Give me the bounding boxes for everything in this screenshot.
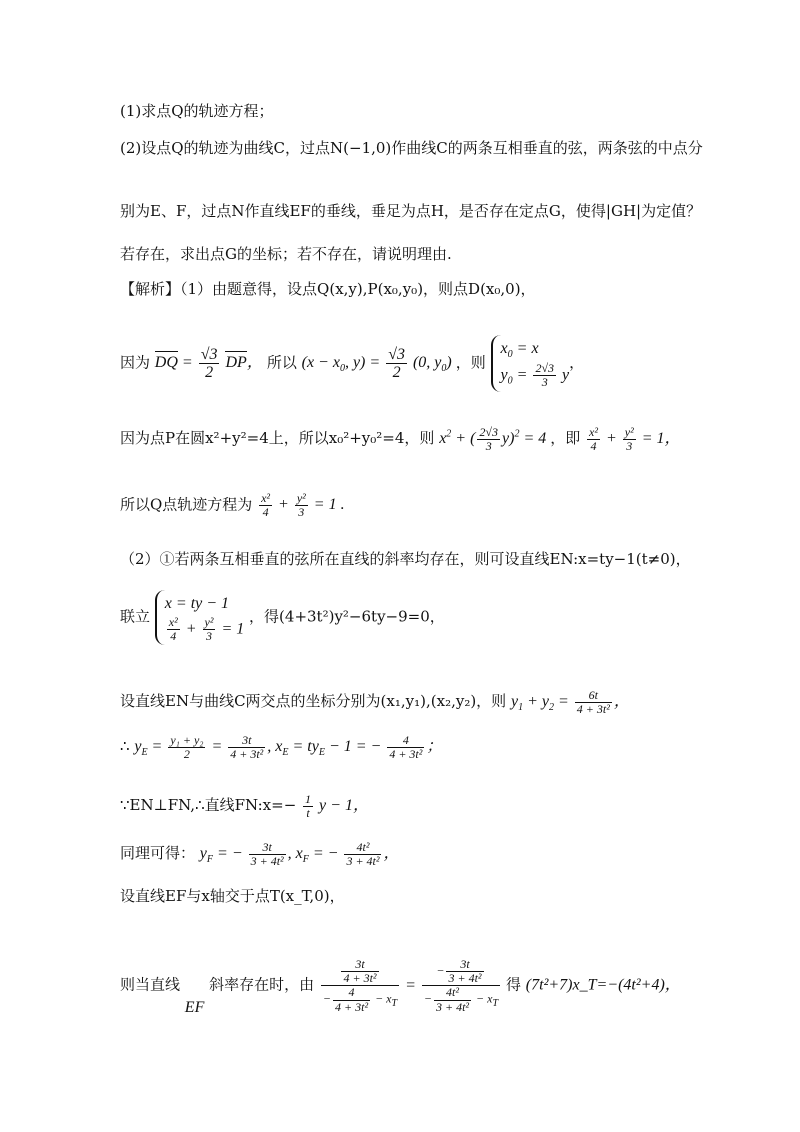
line-text: ∴	[120, 737, 130, 755]
line-text: (1)求点Q的轨迹方程；	[120, 102, 274, 120]
line-text: 得	[506, 975, 522, 994]
line-text: 别为E、F，过点N作直线EF的垂线，垂足为点H，是否存在定点G，使得|GH|为定值？	[120, 202, 702, 220]
solution-header	[120, 278, 536, 299]
solution-step-circle	[120, 425, 681, 453]
solution-line-fn	[120, 792, 369, 820]
math-expression: $\frac{1}{t}$ y − 1，	[305, 791, 369, 820]
line-text: 设直线EN与曲线C两交点的坐标分别为(x₁,y₁),(x₂,y₂)，则	[120, 692, 507, 710]
line-text: 所以	[266, 353, 297, 372]
line-text: ∵EN⊥FN,∴直线FN:x=−	[120, 796, 297, 814]
question-part-1	[120, 100, 274, 121]
line-text: 则当直线	[120, 975, 181, 994]
line-text: 若存在，求出点G的坐标；若不存在，请说明理由.	[120, 245, 452, 263]
math-system: $x_0 = x$ $y_0$ = $\frac{2√3}{3}$ y	[491, 335, 570, 392]
solution-point-t	[120, 885, 345, 906]
line-text: 斜率存在时，由	[209, 975, 315, 994]
line-text: EF	[184, 998, 205, 1016]
line-text: (7t²+7)x_T=−(4t²+4)，	[525, 976, 681, 994]
line-text: 因为	[120, 353, 151, 372]
math-expression: ($x - x_0$, y) = $\frac{√3}{2}$ (0, $y_0$)	[301, 345, 456, 382]
solution-system	[120, 590, 445, 645]
line-text: 因为点P在圆x²+y²=4上，所以x₀²+y₀²=4，则	[120, 429, 435, 447]
line-text: ，则	[455, 353, 486, 372]
math-system: x = ty − 1 $\frac{\text{x²}}{4}$ + $\frac{\text{y²}}{3}$ = 1	[155, 590, 244, 645]
solution-slope-equation	[120, 958, 681, 1014]
solution-part-2-intro	[120, 548, 691, 569]
math-expression: DQ = $\frac{√3}{2}$ DP，	[154, 345, 267, 382]
question-part-2-line-3	[120, 243, 452, 264]
line-text: 联立	[120, 607, 151, 626]
math-expression: $y_1 + y_2$ = $\frac{6t}{\text{4 + 3t²}}$ ，	[510, 687, 630, 716]
line-text: (2)设点Q的轨迹为曲线C，过点N(−1,0)作曲线C的两条互相垂直的弦，两条弦的中点分	[120, 139, 703, 157]
solution-result-ellipse	[120, 492, 345, 519]
math-expression: $y_E$ = $\frac{\text{y₁ + y₂}}{2}$ = $\frac{3t}{\text{4 + 3t²}}$ , $x_E = ty_E - 1$ = − $\frac{4}{\text{4 + 3t²}}$ ；	[134, 732, 443, 761]
solution-intersections	[120, 688, 630, 716]
question-part-2-line-1	[120, 137, 703, 158]
math-expression: $\frac{\text{x²}}{4}$ + $\frac{\text{y²}}{3}$ = 1 .	[261, 491, 345, 520]
question-part-2-line-2	[120, 200, 701, 221]
line-text: （2）①若两条互相垂直的弦所在直线的斜率均存在，则可设直线EN:x=ty−1(t≠0)，	[120, 550, 691, 568]
solution-midpoint-e	[120, 733, 442, 761]
solution-midpoint-f	[120, 840, 400, 868]
math-expression: $\frac{\text{x²}}{4}$ + $\frac{\text{y²}}{3}$ = 1，	[589, 424, 681, 453]
line-text: ，即	[550, 429, 581, 447]
line-text: ，得(4+3t²)y²−6ty−9=0，	[249, 607, 445, 626]
line-text: 设直线EF与x轴交于点T(x_T,0)，	[120, 887, 345, 905]
line-text: 所以Q点轨迹方程为	[120, 495, 253, 514]
math-expression: $y_F$ = − $\frac{3t}{\text{3 + 4t²}}$ , $x_F$ = − $\frac{\text{4t²}}{\text{3 + 4t²}}$ ，	[199, 839, 400, 868]
solution-step-vector: 因为 DQ = $\frac{√3}{2}$ DP， 所以 ($x - x_0$, y) = $\frac{√3}{2}$ (0, $y_0$) ，则 $x_0 = x$ $y_0$ = $\frac{2√3}{3}$ y，	[120, 335, 584, 392]
math-expression: $\frac{3t}{\text{4 + 3t²}}$ − $\frac{4}{\text{4 + 3t²}}$ − $x_T$ = − $\frac{3t}{\text{3 + 4t²}}$ − $\frac{\text{4t²}}{\text{3 + 4t²}}$ − $x_T$	[322, 957, 498, 1014]
math-expression: $x^2$ + ( $\frac{2√3}{3}$ y)$^2$ = 4	[439, 424, 551, 453]
line-text: 同理可得：	[120, 844, 196, 862]
line-text: 【解析】（1）由题意得，设点Q(x,y),P(x₀,y₀)，则点D(x₀,0)，	[120, 280, 536, 298]
